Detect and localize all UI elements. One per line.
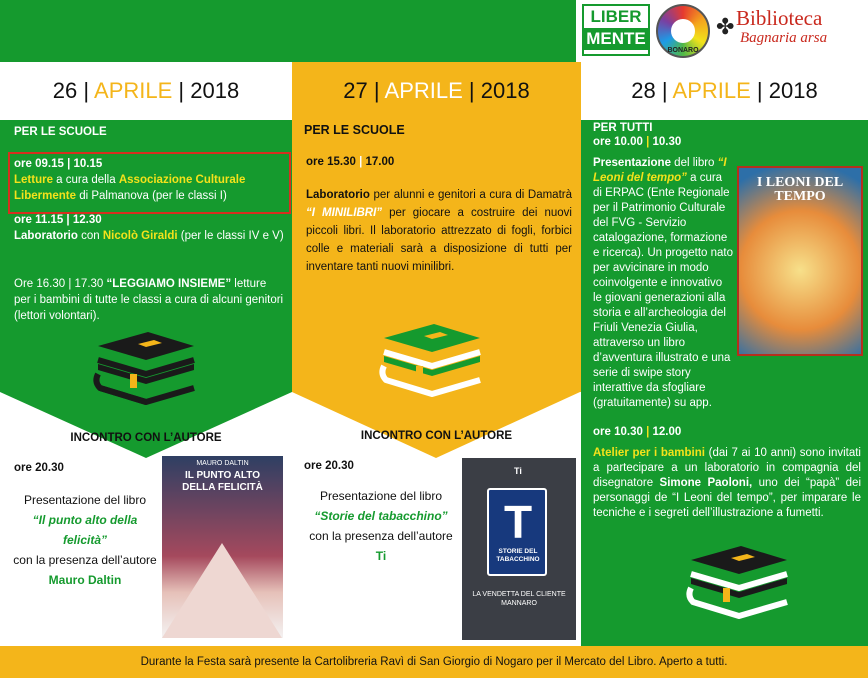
slot-time: ore 09.15 | 10.15 [14, 158, 103, 170]
author-name: Ti [375, 549, 387, 563]
book-cover-tabacchino: Ti T STORIE DEL TABACCHINO LA VENDETTA DEL CLIENTE MANNARO [462, 458, 576, 640]
author-name: Mauro Daltin [48, 573, 122, 587]
day-column-28 [581, 62, 868, 646]
atelier-bambini: Atelier per i bambini (dai 7 ai 10 anni) sono invitati a partecipare a un laboratorio in compagnia del disegnatore Simone Paoloni, uno dei “papà” dei personaggi de “I Leoni del tempo”, per imparare le tecniche e i segreti dell’illustrazione a fumetti. [593, 447, 862, 519]
book-stack-icon [685, 538, 793, 620]
footer-note: Durante la Festa sarà presente la Cartolibreria Ravì di San Giorgio di Nogaro per il Mercato del Libro. Aperto a tutti. [0, 646, 868, 678]
date-heading-27: 27 | APRILE | 2018 [343, 78, 530, 103]
slot-time: ore 10.30 | 12.00 [593, 426, 682, 438]
reader-figure-icon: ✤ [716, 14, 735, 39]
book-title: “Il punto alto della felicità” [32, 513, 138, 547]
slot-time: ore 15.30 | 17.00 [306, 156, 395, 168]
meet-author-block: Presentazione del libro “Il punto alto della felicità” con la presenza dell’autore Mauro Daltin [10, 490, 160, 590]
day-column-26 [0, 62, 292, 646]
book-stack-icon [378, 316, 486, 398]
book-cover-leoni: I LEONI DEL TEMPO [737, 166, 863, 356]
meet-time: ore 20.30 [304, 460, 354, 472]
biblioteca-logo [716, 4, 866, 58]
audience-label: PER TUTTI [593, 122, 653, 134]
school-logo [656, 4, 710, 58]
school-logo-text: BONARO [667, 47, 699, 54]
slot-time: ore 10.00 | 10.30 [593, 136, 682, 148]
logo-strip [576, 0, 868, 62]
meet-author-heading: INCONTRO CON L’AUTORE [360, 430, 513, 442]
slot-reading-together: Ore 16.30 | 17.30 “LEGGIAMO INSIEME” letture per i bambini di tutte le classi a cura di alcuni genitori (lettori volontari). [14, 278, 284, 322]
meet-author-block: Presentazione del libro “Storie del tabacchino” con la presenza dell’autore Ti [306, 486, 456, 566]
slot-reading: ore 09.15 | 10.15 Letture a cura della Associazione Culturale Libermente di Palmanova (per le classi I) [14, 156, 286, 204]
slot-workshop: ore 11.15 | 12.30 Laboratorio con Nicolò Giraldi (per le classi IV e V) [14, 212, 286, 244]
slot-time: ore 11.15 | 12.30 [14, 214, 102, 226]
audience-label: PER LE SCUOLE [14, 126, 107, 138]
libermente-logo-line1: LIBER [590, 7, 642, 26]
meet-time: ore 20.30 [14, 462, 64, 474]
presentation-leoni: Presentazione del libro “I Leoni del tempo” a cura di ERPAC (Ente Regionale per il Patrimonio Culturale del FVG - Servizio catalogazione, formazione e ricerca). Un progetto nato per avvicinare in modo coinvolgente e innovativo le giovani generazioni alla storia e all’archeologia del Friuli Venezia Giulia, attraverso un libro d’avventura illustrato e una serie di swipe story interattive da sfogliare (gratuitamente) su app. [593, 157, 733, 409]
biblioteca-logo-line1: Biblioteca [736, 6, 823, 30]
biblioteca-logo-line2: Bagnaria arsa [740, 30, 828, 46]
minilibri-workshop: Laboratorio per alunni e genitori a cura di Damatrà “I MINILIBRI” per giocare a costruire dei nuovi piccoli libri. Il laboratorio attrezzato di fogli, forbici colle e materiali sarà a disposizione di tutti per inventare tanti nuovi minilibri. [306, 189, 572, 273]
book-cover-punto-alto: MAURO DALTIN IL PUNTO ALTO DELLA FELICITÀ [162, 456, 283, 638]
date-heading-26: 26 | APRILE | 2018 [0, 62, 292, 120]
audience-label: PER LE SCUOLE [304, 123, 405, 137]
libermente-logo-line2: MENTE [584, 28, 648, 50]
day-column-27 [292, 62, 581, 646]
book-title: “Storie del tabacchino” [314, 509, 448, 523]
book-stack-icon [92, 324, 200, 406]
date-heading-28: 28 | APRILE | 2018 [581, 62, 868, 120]
libermente-logo [582, 4, 650, 56]
meet-author-heading: INCONTRO CON L’AUTORE [70, 432, 222, 444]
